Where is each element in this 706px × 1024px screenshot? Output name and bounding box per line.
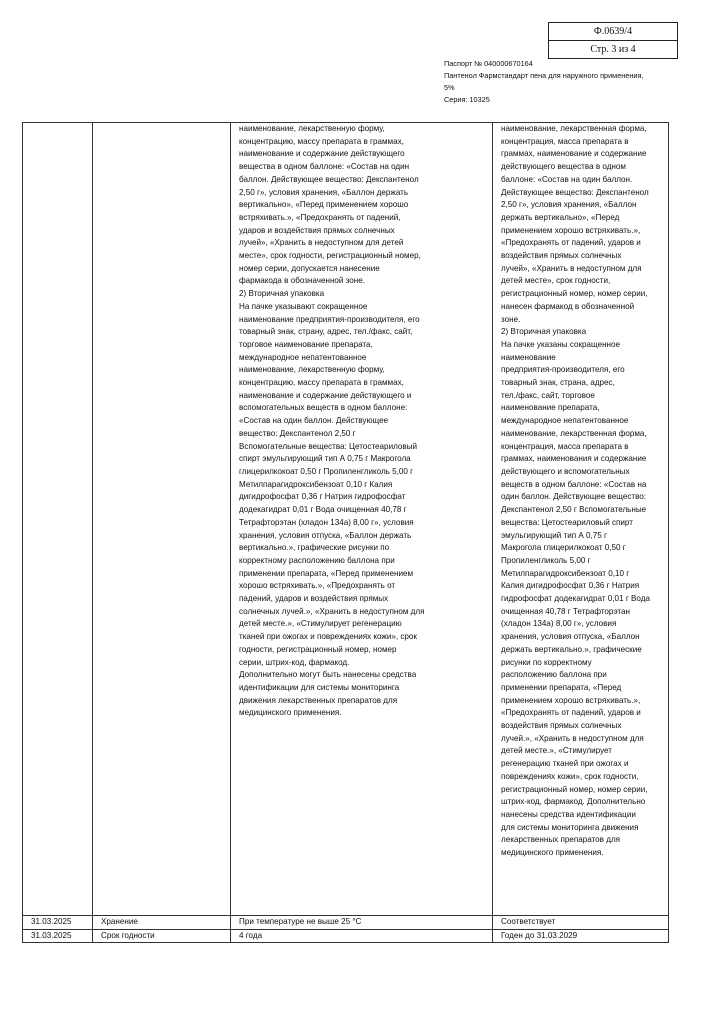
text-line: для системы мониторинга движения bbox=[501, 822, 639, 832]
requirement-cell: При температуре не выше 25 °С bbox=[231, 916, 493, 930]
series-number: Серия: 10325 bbox=[444, 95, 490, 104]
text-line: зоне. bbox=[501, 314, 521, 324]
text-line: Действующее вещество: Декспантенол bbox=[501, 187, 649, 197]
text-line: баллоне: «Состав на один баллон. bbox=[501, 174, 633, 184]
text-line: эмульгирующий тип А 0,75 г bbox=[501, 530, 608, 540]
text-line: Макрогола глицерилкокоат 0,50 г bbox=[501, 543, 626, 553]
text-line: вспомогательных веществ в одном баллоне: bbox=[239, 403, 408, 413]
text-line: корректному расположению баллона при bbox=[239, 555, 395, 565]
text-line: месте», срок годности, регистрационный номер, bbox=[239, 251, 421, 261]
text-line: падений, ударов и воздействия прямых bbox=[239, 594, 389, 604]
table-row bbox=[23, 123, 669, 916]
text-line: 2,50 г», условия хранения, «Баллон bbox=[501, 200, 637, 210]
text-line: очищенная 40,78 г Тетрафторэтан bbox=[501, 606, 630, 616]
text-line: регенерацию тканей при ожогах и bbox=[501, 759, 629, 769]
text-line: хранения, условия отпуска, «Баллон bbox=[501, 632, 640, 642]
text-line: действующего и вспомогательных bbox=[501, 466, 630, 476]
results-table bbox=[22, 122, 669, 943]
text-line: воздействия прямых солнечных bbox=[501, 251, 622, 261]
text-line: 2,50 г», условия хранения, «Баллон держать bbox=[239, 187, 409, 197]
text-line: лекарственных препаратов для bbox=[501, 835, 621, 845]
text-line: вертикально», «Перед применением хорошо bbox=[239, 200, 409, 210]
text-line: наименование предприятия-производителя, его bbox=[239, 314, 420, 324]
text-line: лучей», «Хранить в недоступном для детей bbox=[239, 238, 404, 248]
text-line: тел./факс, сайт, торговое bbox=[501, 390, 595, 400]
text-line: вещества в одном баллоне: «Состав на один bbox=[239, 162, 410, 172]
form-code-box bbox=[548, 22, 678, 59]
text-line: вещество: Декспантенол 2,50 г bbox=[239, 428, 356, 438]
date-cell bbox=[23, 123, 93, 916]
text-line: рисунки по корректному bbox=[501, 657, 592, 667]
text-line: На пачке указаны сокращенное bbox=[501, 339, 621, 349]
text-line: товарный знак, страна, адрес, bbox=[501, 378, 615, 388]
text-line: предприятия-производителя, его bbox=[501, 365, 625, 375]
page-number: Стр. 3 из 4 bbox=[549, 40, 677, 58]
text-line: штрих-код, фармакод. Дополнительно bbox=[501, 797, 646, 807]
text-line: воздействия прямых солнечных bbox=[501, 721, 622, 731]
result-cell: Соответствует bbox=[493, 916, 669, 930]
indicator-cell: Срок годности bbox=[93, 929, 231, 943]
text-line: регистрационный номер, номер серии, bbox=[501, 784, 648, 794]
text-line: На пачке указывают сокращенное bbox=[239, 301, 368, 311]
text-line: Метилпарагидроксибензоат 0,10 г Калия bbox=[239, 479, 393, 489]
text-line: спирт эмульгирующий тип А 0,75 г Макрогола bbox=[239, 454, 411, 464]
text-line: идентификации для системы мониторинга bbox=[239, 682, 400, 692]
text-line: встряхивать.», «Предохранять от падений, bbox=[239, 212, 401, 222]
text-line: вещества: Цетостеариловый спирт bbox=[501, 517, 633, 527]
text-line: дигидрофосфат 0,36 г Натрия гидрофосфат bbox=[239, 492, 406, 502]
text-line: ударов и воздействия прямых солнечных bbox=[239, 225, 395, 235]
text-line: фармакода в обозначенной зоне. bbox=[239, 276, 366, 286]
text-line: движения лекарственных препаратов для bbox=[239, 695, 398, 705]
text-line: концентрация, масса препарата в bbox=[501, 441, 629, 451]
text-line: детей месте», срок годности, bbox=[501, 276, 611, 286]
text-line: Калия дигидрофосфат 0,36 г Натрия bbox=[501, 581, 640, 591]
text-line: додекагидрат 0,01 г Вода очищенная 40,78 г bbox=[239, 505, 407, 515]
text-line: наименование препарата, bbox=[501, 403, 600, 413]
text-line: торговое наименование препарата, bbox=[239, 339, 373, 349]
text-line: международное непатентованное bbox=[501, 416, 629, 426]
text-line: концентрацию, массу препарата в граммах, bbox=[239, 378, 404, 388]
text-line: международное непатентованное bbox=[239, 352, 367, 362]
text-line: серии, штрих-код, фармакод. bbox=[239, 657, 350, 667]
text-line: граммах, наименование и содержание bbox=[501, 149, 647, 159]
text-line: наименование, лекарственная форма, bbox=[501, 124, 647, 133]
text-line: наименование bbox=[501, 352, 556, 362]
text-line: детей месте.», «Стимулирует регенерацию bbox=[239, 619, 402, 629]
text-line: медицинского применения. bbox=[501, 848, 604, 858]
text-line: Дополнительно могут быть нанесены средства bbox=[239, 670, 417, 680]
text-line: применением хорошо встряхивать.», bbox=[501, 695, 641, 705]
text-line: концентрация, масса препарата в bbox=[501, 136, 629, 146]
text-line: наименование и содержание действующего и bbox=[239, 390, 412, 400]
text-line: один баллон. Действующее вещество: bbox=[501, 492, 647, 502]
text-line: товарный знак, страну, адрес, тел./факс, сайт, bbox=[239, 327, 413, 337]
text-line: нанесен фармакод в обозначенной bbox=[501, 301, 635, 311]
text-line: применении препарата, «Перед bbox=[501, 682, 622, 692]
text-line: расположению баллона при bbox=[501, 670, 607, 680]
requirement-cell bbox=[231, 123, 493, 916]
text-line: Метилпарагидроксибензоат 0,10 г bbox=[501, 568, 630, 578]
text-line: лучей», «Хранить в недоступном для bbox=[501, 263, 642, 273]
text-line: нанесены средства идентификации bbox=[501, 809, 636, 819]
text-line: 2) Вторичная упаковка bbox=[239, 289, 325, 299]
text-line: (хладон 134а) 8,00 г», условия bbox=[501, 619, 617, 629]
passport-number: Паспорт № 040000670164 bbox=[444, 59, 533, 68]
date-cell: 31.03.2025 bbox=[23, 929, 93, 943]
text-line: хранения, условия отпуска, «Баллон держать bbox=[239, 530, 412, 540]
text-line: повреждениях кожи», срок годности, bbox=[501, 771, 639, 781]
date-cell: 31.03.2025 bbox=[23, 916, 93, 930]
form-code: Ф.0639/4 bbox=[593, 26, 633, 37]
text-line: хорошо встряхивать.», «Предохранять от bbox=[239, 581, 396, 591]
text-line: глицерилкокоат 0,50 г Пропиленгликоль 5,00 г bbox=[239, 466, 414, 476]
text-line: регистрационный номер, номер серии, bbox=[501, 289, 648, 299]
text-line: солнечных лучей.», «Хранить в недоступном для bbox=[239, 606, 425, 616]
table-row bbox=[23, 916, 669, 930]
text-line: применении препарата, «Перед применением bbox=[239, 568, 414, 578]
text-line: вертикально.», графические рисунки по bbox=[239, 543, 390, 553]
text-line: Декспантенол 2,50 г Вспомогательные bbox=[501, 505, 647, 515]
text-line: наименование, лекарственную форму, bbox=[239, 124, 385, 133]
text-line: медицинского применения. bbox=[239, 708, 342, 718]
text-line: Тетрафторэтан (хладон 134а) 8,00 г», условия bbox=[239, 517, 414, 527]
text-line: 2) Вторичная упаковка bbox=[501, 327, 587, 337]
text-line: наименование и содержание действующего bbox=[239, 149, 405, 159]
requirement-cell: 4 года bbox=[231, 929, 493, 943]
text-line: наименование, лекарственную форму, bbox=[239, 365, 385, 375]
text-line: концентрацию, массу препарата в граммах, bbox=[239, 136, 404, 146]
passport-header bbox=[444, 58, 644, 106]
indicator-cell bbox=[93, 123, 231, 916]
result-cell: Годен до 31.03.2029 bbox=[493, 929, 669, 943]
text-line: тканей при ожогах и повреждениях кожи», срок bbox=[239, 632, 417, 642]
result-cell bbox=[493, 123, 669, 916]
text-line: баллон. Действующее вещество: Декспантенол bbox=[239, 174, 419, 184]
text-line: держать вертикально», «Перед bbox=[501, 212, 620, 222]
text-line: Пропиленгликоль 5,00 г bbox=[501, 555, 591, 565]
text-line: «Предохранять от падений, ударов и bbox=[501, 708, 641, 718]
text-line: детей месте.», «Стимулирует bbox=[501, 746, 612, 756]
text-line: действующего вещества в одном bbox=[501, 162, 626, 172]
text-line: Вспомогательные вещества: Цетостеариловый bbox=[239, 441, 418, 451]
text-line: «Предохранять от падений, ударов и bbox=[501, 238, 641, 248]
text-line: наименование, лекарственная форма, bbox=[501, 428, 647, 438]
text-line: держать вертикально.», графические bbox=[501, 644, 642, 654]
text-line: граммах, наименования и содержание bbox=[501, 454, 647, 464]
indicator-cell: Хранение bbox=[93, 916, 231, 930]
text-line: применением хорошо встряхивать.», bbox=[501, 225, 641, 235]
text-line: веществ в одном баллоне: «Состав на bbox=[501, 479, 647, 489]
table-row bbox=[23, 929, 669, 943]
text-line: гидрофосфат додекагидрат 0,01 г Вода bbox=[501, 594, 650, 604]
text-line: годности, регистрационный номер, номер bbox=[239, 644, 397, 654]
text-line: номер серии, допускается нанесение bbox=[239, 263, 380, 273]
product-name: Пантенол Фармстандарт пена для наружного применения, 5% bbox=[444, 71, 644, 92]
text-line: лучей.», «Хранить в недоступном для bbox=[501, 733, 644, 743]
text-line: «Состав на один баллон. Действующее bbox=[239, 416, 389, 426]
